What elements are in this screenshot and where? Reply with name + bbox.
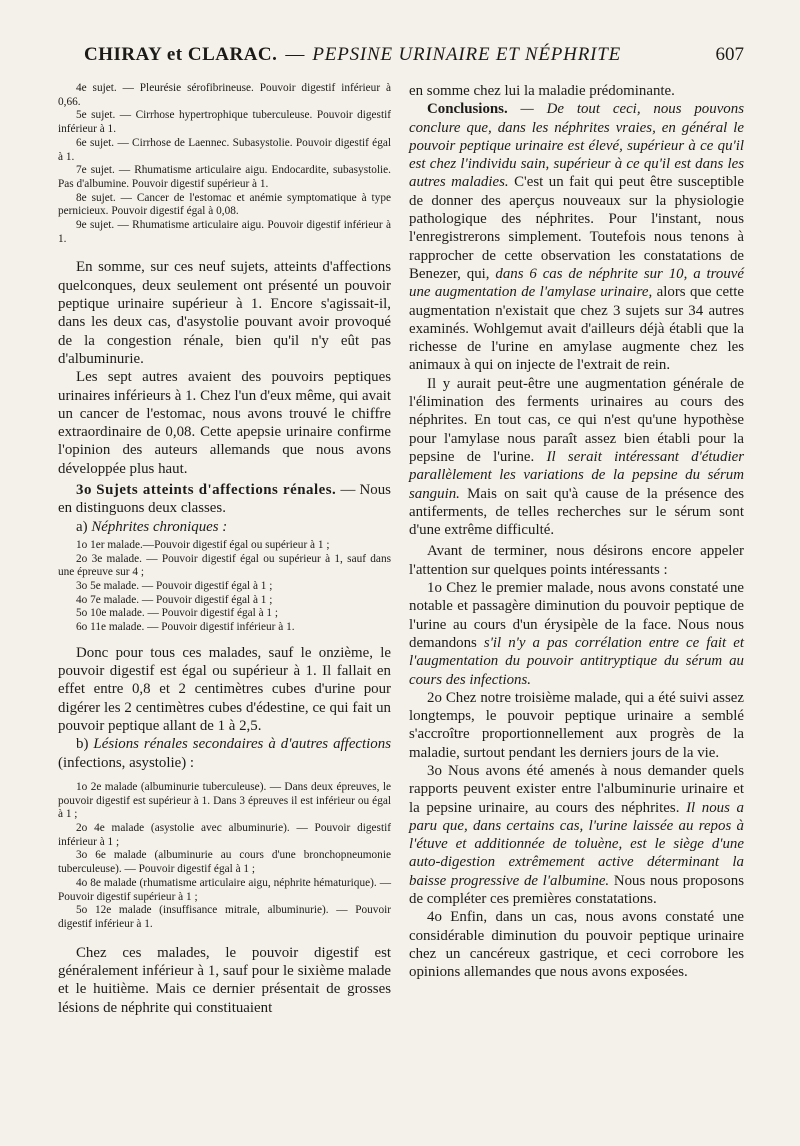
- chronic-list: [58, 539, 391, 635]
- paragraph-avant: Avant de terminer, nous désirons encore appeler l'attention sur quelques points intéressants :: [409, 543, 744, 578]
- paragraph-summary: En somme, sur ces neuf sujets, atteints d'affections quelconques, deux seulement ont présenté un pouvoir peptique urinaire supérieur à 1. Encore s'agissait-il, dans les deux cas, d'asystolie pouvant avoir provoqué de la congestion rénale, bien qu'il n'y eût pas d'albuminurie.: [58, 259, 391, 367]
- point-3-italic: Il nous a paru que, dans certains cas, l'urine laissée au repos à l'étuve et additionnée de toluène, est le siège d'une auto-digestion extrêmement active déterminant la baisse progressive de l'albumine.: [409, 799, 744, 889]
- subsection-b-rest: (infections, asystolie) :: [58, 754, 195, 771]
- conclusions-title: Conclusions.: [427, 101, 508, 118]
- point-3-text: 3o Nous avons été amenés à nous demander quels rapports peuvent exister entre l'albuminurie urinaire et la pepsine urinaire, au cours des néphrites.: [409, 762, 744, 816]
- paragraph-seven: Les sept autres avaient des pouvoirs peptiques urinaires inférieurs à 1. Chez l'un d'eux même, qui avait un cancer de l'estomac, nous avons trouvé le chiffre extraordinaire de 0,08. Cette apepsie urinaire confirme l'opinion des auteurs allemands que nous avons développée plus haut.: [58, 369, 391, 477]
- paragraph-chez: Chez ces malades, le pouvoir digestif est généralement inférieur à 1, sauf pour le sixième malade et le huitième. Mais ce dernier présentait de grosses lésions de néphrite qui constituaient: [58, 944, 391, 1016]
- section-title: Sujets atteints d'affections rénales.: [96, 482, 337, 498]
- header-title: PEPSINE URINAIRE ET NÉPHRITE: [312, 44, 621, 65]
- conclusions-italic-2: dans 6 cas de néphrite sur 10, a trouvé une augmentation de l'amylase urinaire,: [409, 265, 744, 301]
- point-2: 2o Chez notre troisième malade, qui a été suivi assez longtemps, le pouvoir peptique urinaire a semblé s'accroître proportionnellement aux progrès de la maladie, surtout pendant les derniers jours de la vie.: [409, 689, 744, 761]
- header-dash: —: [285, 44, 305, 65]
- subject-item: 6e sujet. — Cirrhose de Laennec. Subasystolie. Pouvoir digestif égal à 1.: [58, 136, 391, 163]
- secondary-item: 4o 8e malade (rhumatisme articulaire aigu, néphrite hématurique). — Pouvoir digestif supérieur à 1 ;: [58, 876, 391, 903]
- subject-item: 9e sujet. — Rhumatisme articulaire aigu. Pouvoir digestif inférieur à 1.: [58, 219, 391, 245]
- chronic-item: 2o 3e malade. — Pouvoir digestif égal ou supérieur à 1, sauf dans une épreuve sur 4 ;: [58, 552, 391, 579]
- conclusions-italic: — De tout ceci, nous pouvons conclure que, dans les néphrites vraies, en général le pouvoir peptique urinaire est élevé, supérieur à ce qu'il est chez l'individu sain, supérieur à ce qu'il est dans les autres maladies.: [409, 101, 744, 191]
- subject-item: 7e sujet. — Rhumatisme articulaire aigu. Endocardite, subasystolie. Pas d'albumine. Pouvoir digestif supérieur à 1.: [58, 164, 391, 190]
- subject-item: 5e sujet. — Cirrhose hypertrophique tuberculeuse. Pouvoir digestif inférieur à 1.: [58, 109, 391, 136]
- secondary-item: 1o 2e malade (albuminurie tuberculeuse). — Dans deux épreuves, le pouvoir digestif est supérieur à 1. Dans 3 épreuves il est inférieur ou égal à 1 ;: [58, 780, 391, 821]
- secondary-item: 3o 6e malade (albuminurie au cours d'une bronchopneumonie tuberculeuse). — Pouvoir digestif égal à 1 ;: [58, 849, 391, 876]
- point-3: [409, 762, 744, 908]
- subsection-b-label: b): [76, 736, 89, 753]
- section-intro: — Nous en distinguons deux classes.: [58, 482, 391, 517]
- section-heading: [58, 481, 391, 518]
- subsection-b-title: Lésions rénales secondaires à d'autres affections: [93, 736, 391, 753]
- point-1-text: 1o Chez le premier malade, nous avons constaté une notable et passagère diminution du pouvoir peptique de l'urine au cours d'un érysipèle de la face. Nous nous demandons: [409, 580, 744, 651]
- point-1-italic: s'il n'y a pas corrélation entre ce fait et l'augmentation du pouvoir antitryptique du sérum au cours des infections.: [409, 634, 744, 688]
- ferments-italic: Il serait intéressant d'étudier parallèlement les variations de la pepsine du sérum sanguin.: [409, 448, 744, 502]
- page-number: 607: [715, 44, 744, 65]
- point-3-rest: Nous nous proposons de compléter ces premières constatations.: [409, 872, 744, 908]
- header-authors: CHIRAY et CLARAC.: [84, 44, 278, 65]
- subsection-a-label: a): [76, 518, 88, 535]
- secondary-item: 5o 12e malade (insuffisance mitrale, albuminurie). — Pouvoir digestif inférieur à 1.: [58, 904, 391, 930]
- section-number: 3o: [76, 482, 93, 498]
- point-4: 4o Enfin, dans un cas, nous avons constaté une considérable diminution du pouvoir peptique urinaire chez un cancéreux gastrique, et ceci corrobore les opinions allemandes que nous avons exposées.: [409, 909, 744, 981]
- subject-list: [58, 82, 391, 246]
- ferments-rest: Mais on sait qu'à cause de la présence des antiferments, de telles recherches sur le sérum sont d'une extrême difficulté.: [409, 485, 744, 539]
- subject-item: 4e sujet. — Pleurésie sérofibrineuse. Pouvoir digestif inférieur à 0,66.: [58, 82, 391, 108]
- conclusions-text: C'est un fait qui peut être susceptible de donner des aperçus nouveaux sur la physiologie pathologique des néphrites. Pour l'instant, nous l'enregistrerons simplement. Toutefois nous tenons à rapprocher de cette observation les constatations de Benezer, qui,: [409, 174, 744, 282]
- chronic-item: 5o 10e malade. — Pouvoir digestif égal à 1 ;: [76, 607, 279, 620]
- subject-item: 8e sujet. — Cancer de l'estomac et anémie symptomatique à type pernicieux. Pouvoir digestif égal à 0,08.: [58, 191, 391, 218]
- paragraph-continuation: en somme chez lui la maladie prédominante.: [409, 83, 675, 99]
- chronic-item: 6o 11e malade. — Pouvoir digestif inférieur à 1.: [76, 621, 295, 634]
- running-header: [84, 44, 744, 66]
- secondary-list: [58, 781, 391, 932]
- subsection-a-title: Néphrites chroniques :: [91, 518, 228, 535]
- chronic-item: 1o 1er malade.—Pouvoir digestif égal ou supérieur à 1 ;: [76, 538, 330, 551]
- subsection-b-heading: [58, 735, 391, 772]
- secondary-item: 2o 4e malade (asystolie avec albuminurie). — Pouvoir digestif inférieur à 1 ;: [58, 822, 391, 848]
- subsection-a-heading: [58, 518, 391, 536]
- conclusions-text-2: alors que cette augmentation n'existait que chez 3 sujets sur 34 autres examinés. Wohlgemut avait d'ailleurs déjà établi que la richesse de l'urine en amylase augmente chez les animaux à qui on injecte de l'extrait de rein.: [409, 284, 744, 374]
- point-1: [409, 579, 744, 689]
- chronic-item: 4o 7e malade. — Pouvoir digestif égal à 1 ;: [76, 593, 273, 606]
- left-column: [58, 82, 391, 1017]
- conclusions-paragraph: [409, 100, 744, 374]
- paragraph-ferments: [409, 375, 744, 540]
- ferments-text: Il y aurait peut-être une augmentation générale de l'élimination des ferments urinaires au cours des néphrites. En tout cas, ce qui n'est qu'une hypothèse pour l'amylase nous paraît assez bien établi pour la pepsine de l'urine.: [409, 375, 744, 465]
- paragraph-donc: Donc pour tous ces malades, sauf le onzième, le pouvoir digestif est égal ou supérieur à 1. Il fallait en effet entre 0,8 et 2 centimètres cubes d'urine pour digérer les 2 centimètres cubes d'édestine, ce qui fait un pouvoir peptique allant de 1 à 2,5.: [58, 644, 391, 734]
- chronic-item: 3o 5e malade. — Pouvoir digestif égal à 1 ;: [76, 580, 273, 592]
- right-column: [409, 82, 744, 982]
